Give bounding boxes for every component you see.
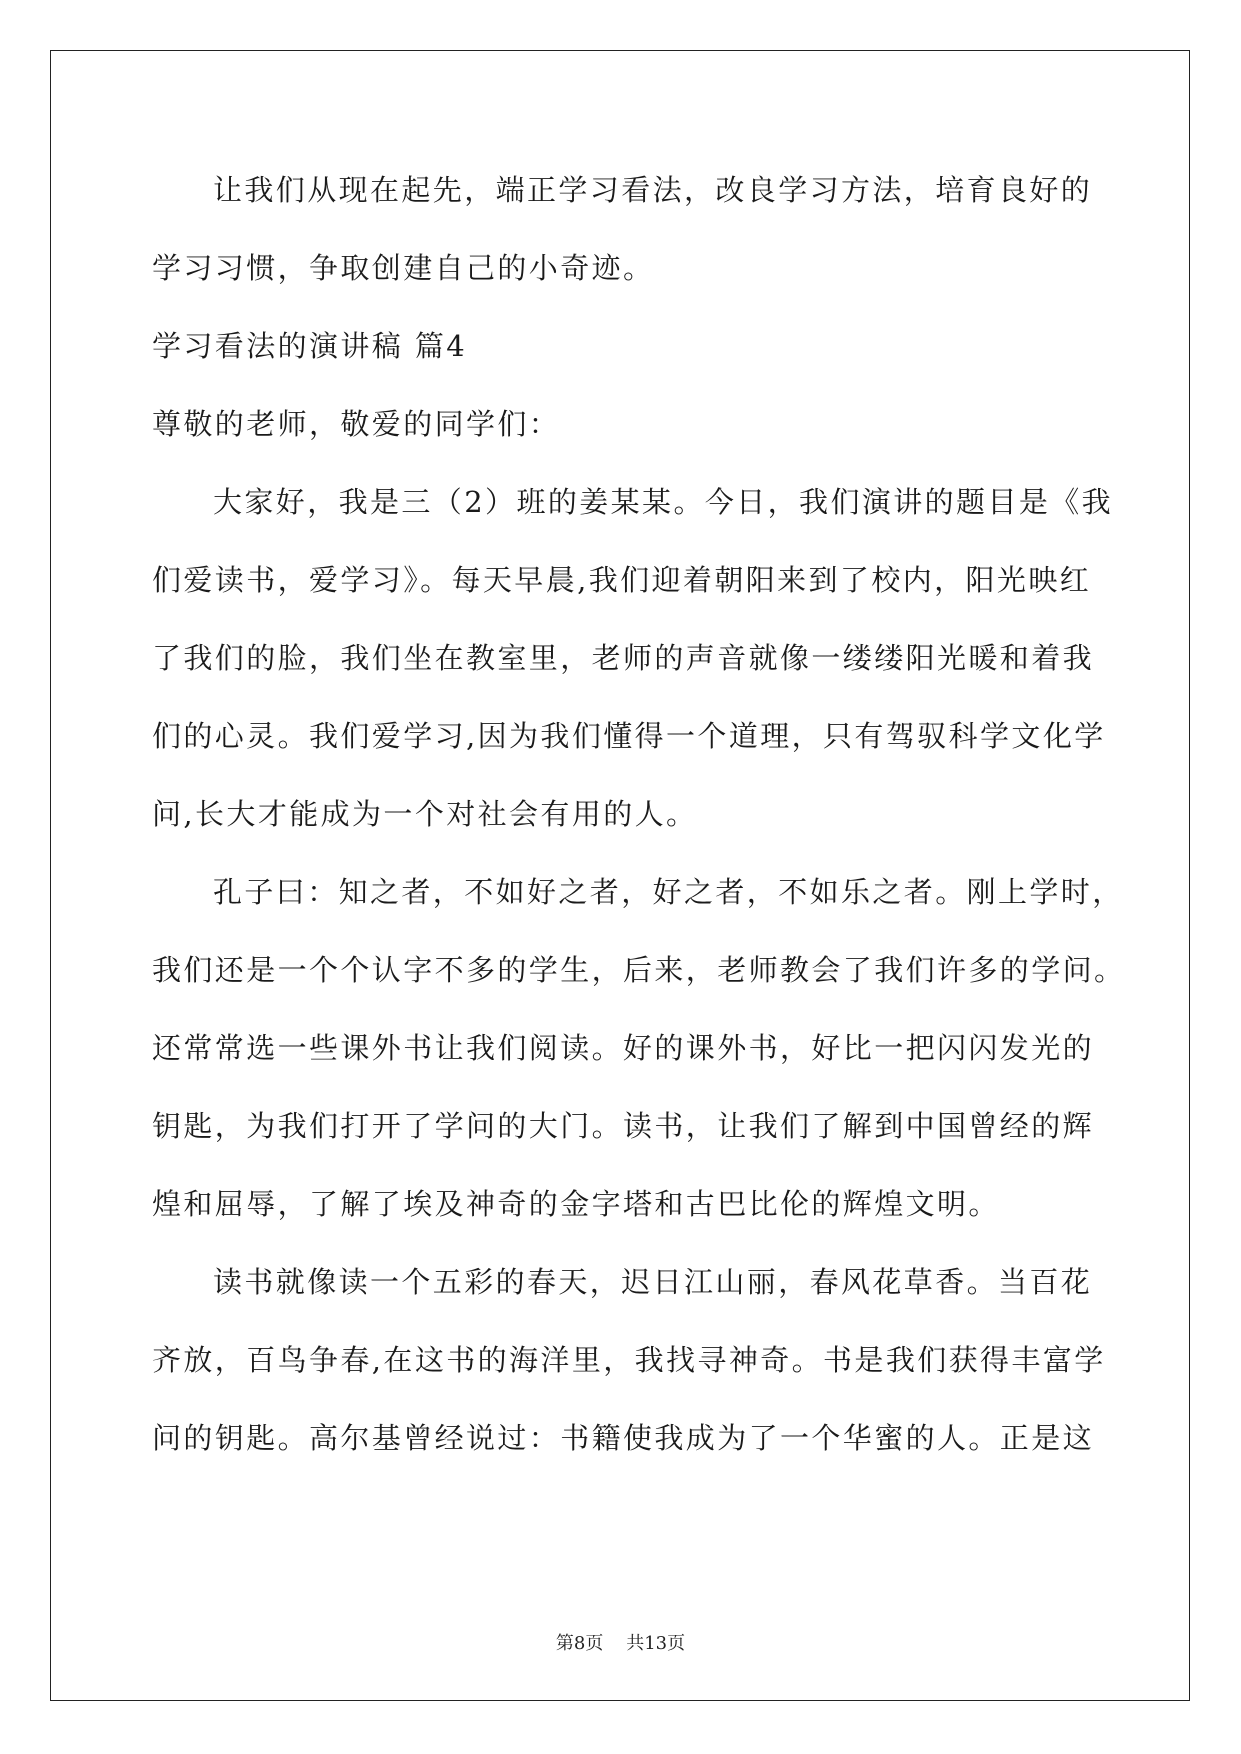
- paragraph-line: 了我们的脸，我们坐在教室里，老师的声音就像一缕缕阳光暖和着我: [152, 641, 1095, 675]
- page-number: 第8页: [555, 1633, 604, 1654]
- page-footer: [0, 1632, 1241, 1656]
- paragraph-line: 大家好，我是三（2）班的姜某某。今日，我们演讲的题目是《我: [213, 485, 1114, 519]
- paragraph-line: 齐放，百鸟争春,在这书的海洋里，我找寻神奇。书是我们获得丰富学: [152, 1343, 1106, 1377]
- paragraph-line: 学习习惯，争取创建自己的小奇迹。: [152, 251, 655, 285]
- paragraph-line: 问,长大才能成为一个对社会有用的人。: [152, 797, 698, 831]
- paragraph-line: 们的心灵。我们爱学习,因为我们懂得一个道理，只有驾驭科学文化学: [152, 719, 1106, 753]
- paragraph-line: 问的钥匙。高尔基曾经说过：书籍使我成为了一个华蜜的人。正是这: [152, 1421, 1095, 1455]
- paragraph-line: 孔子曰：知之者，不如好之者，好之者，不如乐之者。刚上学时，: [213, 875, 1124, 909]
- paragraph-line: 们爱读书，爱学习》。每天早晨,我们迎着朝阳来到了校内，阳光映红: [152, 563, 1092, 597]
- paragraph-line: 煌和屈辱，了解了埃及神奇的金字塔和古巴比伦的辉煌文明。: [152, 1187, 1000, 1221]
- paragraph-line: 还常常选一些课外书让我们阅读。好的课外书，好比一把闪闪发光的: [152, 1031, 1095, 1065]
- salutation: 尊敬的老师，敬爱的同学们：: [152, 407, 561, 441]
- paragraph-line: 我们还是一个个认字不多的学生，后来，老师教会了我们许多的学问。: [152, 953, 1126, 987]
- paragraph-line: 钥匙，为我们打开了学问的大门。读书，让我们了解到中国曾经的辉: [152, 1109, 1095, 1143]
- paragraph-line: 读书就像读一个五彩的春天，迟日江山丽，春风花草香。当百花: [213, 1265, 1093, 1299]
- section-heading: 学习看法的演讲稿 篇4: [152, 329, 468, 363]
- page-total: 共13页: [626, 1633, 686, 1654]
- paragraph-line: 让我们从现在起先，端正学习看法，改良学习方法，培育良好的: [213, 173, 1093, 207]
